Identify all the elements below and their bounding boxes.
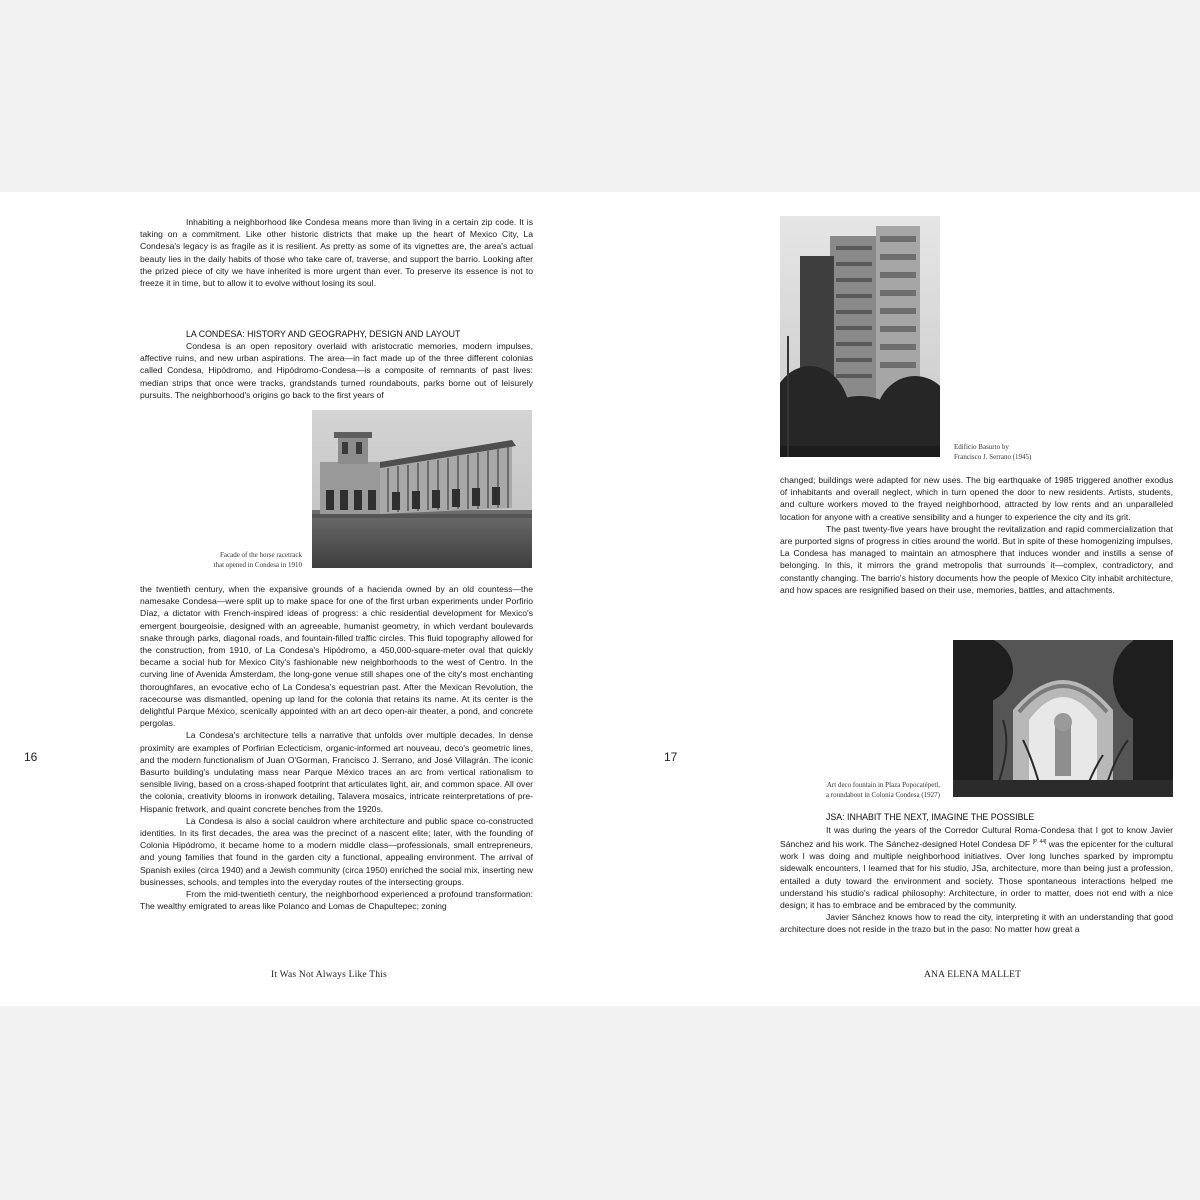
left-intro-text	[140, 216, 533, 289]
right-upper-text	[780, 474, 1173, 596]
jsa-paragraph-1	[780, 824, 1173, 911]
changed-paragraph: changed; buildings were adapted for new uses. The big earthquake of 1985 triggered another exodus of inhabitants and overall neglect, which in turn opened the door to new residents. Artists, students, and culture workers moved to the frayed neighborhood, attracted by low rents and an unparalleled location for anyone with a creative sensibility and a hunger to experience the city and its grit.	[780, 475, 1173, 522]
left-page-footer: It Was Not Always Like This	[271, 970, 387, 980]
left-page-number: 16	[24, 750, 38, 764]
right-section-heading: JSA: INHABIT THE NEXT, IMAGINE THE POSSIBLE	[826, 812, 1035, 822]
book-spread	[0, 192, 1200, 1006]
fountain-caption-line2: a roundabout in Colonia Condesa (1927)	[825, 791, 940, 799]
basurto-caption	[954, 442, 1094, 462]
art-deco-fountain-photo	[953, 640, 1173, 797]
midcentury-paragraph: From the mid-twentieth century, the neighborhood experienced a profound transformation: The wealthy emigrated to areas like Polanco and Lomas de Chapultepec; zoning	[140, 889, 533, 912]
left-section-heading: LA CONDESA: HISTORY AND GEOGRAPHY, DESIGN AND LAYOUT	[186, 329, 461, 339]
section-paragraph: Condesa is an open repository overlaid with aristocratic memories, modern impulses, affective ruins, and new urban aspirations. The area—in fact made up of the three different colonias called Condesa, Hipódromo, and Hipódromo-Condesa—is a composite of remnants of past lives: median strips that once were tracks, grandstands turned roundabouts, parks borne out of leisurely pursuits. The neighborhood's origins go back to the first years of	[140, 341, 533, 400]
right-page-footer: ANA ELENA MALLET	[924, 970, 1022, 980]
jsa-paragraph-1-part-a: It was during the years of the Corredor Cultural Roma-Condesa that I got to know Javier Sánchez and his work. The Sánchez-designed Hotel Condesa DF	[780, 825, 1173, 850]
left-section-text	[140, 340, 533, 401]
racetrack-caption-line1: Facade of the horse racetrack	[219, 551, 302, 559]
fountain-caption-line1: Art deco fountain in Plaza Popocatépetl,	[826, 781, 940, 789]
page-reference: [P. 44]	[1032, 839, 1047, 846]
right-page-number: 17	[664, 750, 678, 764]
fountain-caption	[776, 780, 940, 800]
jsa-paragraph-2: Javier Sánchez knows how to read the city, interpreting it with an understanding that good architecture does not reside in the trazo but in the paso: No matter how great a	[780, 912, 1173, 935]
basurto-caption-line2: Francisco J. Serrano (1945)	[954, 453, 1032, 461]
intro-paragraph: Inhabiting a neighborhood like Condesa means more than living in a certain zip code. It is taking on a commitment. Like other historic districts that make up the heart of Mexico City, La Condesa's legacy is as fragile as it is resilient. As pretty as some of its vignettes are, the area's actual beauty lies in the daily habits of those who take care of, traverse, and support the barrio. Looking after the prized piece of city we have inherited is more urgent than ever. To preserve its essence is not to freeze it in time, but to allow it to evolve without losing its soul.	[140, 217, 533, 289]
racetrack-caption	[160, 550, 302, 570]
past-years-paragraph: The past twenty-five years have brought the revitalization and rapid commercialization that are purported signs of progress in cities around the world. But in spite of these homogenizing impulses, La Condesa has managed to maintain an atmosphere that induces wonder and instills a sense of belonging. In this, it mirrors the grand metropolis that surrounds it—complex, contradictory, and constantly changing. The barrio's history documents how the people of Mexico City inhabit architecture, and how spaces are resignified based on their use, memories, battles, and attachments.	[780, 523, 1173, 595]
basurto-caption-line1: Edificio Basurto by	[954, 443, 1009, 451]
racetrack-caption-line2: that opened in Condesa in 1910	[213, 561, 302, 569]
social-paragraph: La Condesa is also a social cauldron where architecture and public space co-constructed identities. In its first decades, the area was the precinct of a nascent elite; later, with the founding of Colonia Hipódromo, it became home to a modern middle class—professionals, small entrepreneurs, and young families that found in the garden city a functional, appealing environment. The arrival of Spanish exiles (circa 1940) and a Jewish community (circa 1950) enriched the social mix, inserting new businesses, schools, and temples into the everyday routes of the intersecting groups.	[140, 815, 533, 887]
left-continued-text	[140, 583, 533, 912]
jsa-paragraph-1-part-b: was the epicenter for the cultural work I was doing and multiple neighborhood initiatives. Over long lunches sparked by impromptu sidewalk encounters, I learned that for his studio, JSa, architecture, more than being just a profession, entailed a duty toward the environment and society. Those spontaneous interactions helped me understand his studio's radical philosophy: Architecture, in order to matter, does not end with a nice design; it has to embrace and be embraced by the community.	[780, 839, 1173, 911]
right-lower-text	[780, 824, 1173, 936]
racetrack-photo	[312, 410, 532, 568]
continued-paragraph: the twentieth century, when the expansive grounds of a hacienda owned by an old countess—the namesake Condesa—were split up to make space for one of the first urban experiments under Porfirio Díaz, a dictator with French-inspired ideas of progress: a chic residential development for Mexico's emergent bourgeoisie, designed with an agreeable, humanist geometry, in which verdant boulevards snake through parks, diagonal roads, and fountain-filled traffic circles. This fluid topography allowed for the construction, from 1910, of La Condesa's Hipódromo, a 450,000-square-meter oval that quickly became a social hub for Mexico City's fashionable new neighborhoods to the west of Centro. In the curving line of Avenida Ámsterdam, the long-gone venue still shapes one of the city's most enchanting thoroughfares, an evocative echo of La Condesa's equestrian past. After the Mexican Revolution, the racecourse was dismantled, opening up land for the colonia that retains its name. At its center is the delightful Parque México, scenically appointed with an art deco open-air theater, a pond, and concrete pergolas.	[140, 584, 533, 729]
architecture-paragraph: La Condesa's architecture tells a narrative that unfolds over multiple decades. In dense proximity are examples of Porfirian Eclecticism, organic-informed art nouveau, deco's geometric lines, and the modern functionalism of Juan O'Gorman, Francisco J. Serrano, and José Villagrán. The iconic Basurto building's undulating mass near Parque México traces an arc from vertical rationalism to sensible living, based on a cross-shaped footprint that articulates light, air, and common space. All over the colonia, creativity blooms in ironwork detailing, Talavera mosaics, intricate reinterpretations of pre-Hispanic fretwork, and quaint concrete benches from the 1920s.	[140, 730, 533, 814]
basurto-building-photo	[780, 216, 940, 457]
